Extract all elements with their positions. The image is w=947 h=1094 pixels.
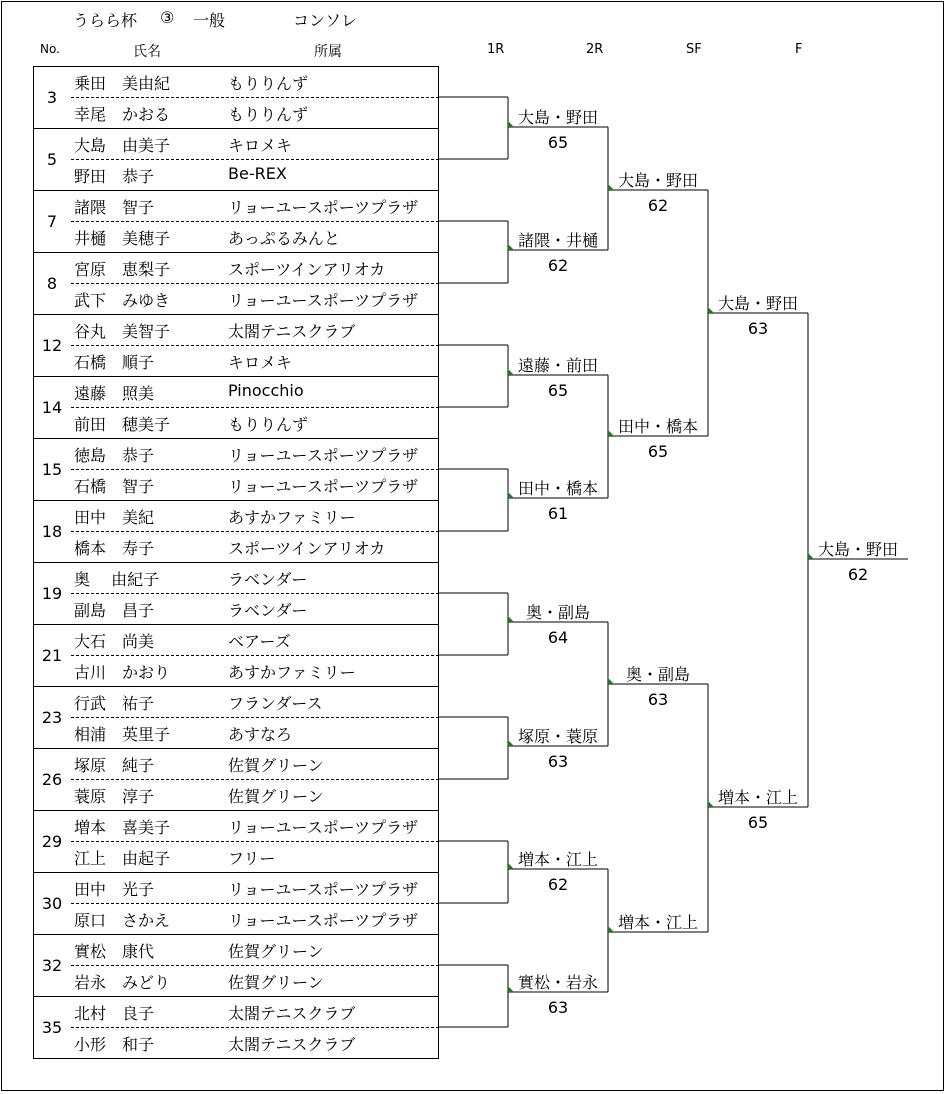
entry-number: 8 bbox=[46, 274, 58, 293]
player-name: 奥 由紀子 bbox=[74, 570, 160, 589]
player-club: あすなろ bbox=[228, 725, 293, 744]
player-club: キロメキ bbox=[228, 136, 293, 155]
winner-score: 63 bbox=[547, 752, 569, 771]
player-club: 佐賀グリーン bbox=[228, 756, 324, 775]
bracket-type-label: コンソレ bbox=[293, 11, 358, 30]
player-name: 實松 康代 bbox=[74, 942, 155, 961]
player-club: リョーユースポーツプラザ bbox=[228, 911, 419, 930]
winner-name: 奥・副島 bbox=[625, 665, 690, 684]
player-club: 佐賀グリーン bbox=[228, 942, 324, 961]
player-name: 古川 かおり bbox=[74, 663, 171, 682]
player-name: 武下 みゆき bbox=[74, 291, 171, 310]
player-club: ベアーズ bbox=[228, 632, 291, 651]
player-club: フランダース bbox=[228, 694, 323, 713]
player-club: リョーユースポーツプラザ bbox=[228, 291, 419, 310]
entry-number: 35 bbox=[41, 1018, 63, 1037]
winner-score: 62 bbox=[847, 565, 869, 584]
player-name: 副島 昌子 bbox=[74, 601, 155, 620]
player-club: リョーユースポーツプラザ bbox=[228, 880, 419, 899]
winner-name: 大島・野田 bbox=[817, 540, 898, 559]
player-club: 太閤テニスクラブ bbox=[228, 322, 356, 341]
winner-name: 田中・橋本 bbox=[517, 479, 598, 498]
player-name: 乗田 美由紀 bbox=[74, 74, 171, 93]
winner-score: 65 bbox=[547, 381, 569, 400]
winner-score: 63 bbox=[747, 319, 769, 338]
player-name: 田中 美紀 bbox=[74, 508, 155, 527]
player-name: 前田 穂美子 bbox=[74, 415, 171, 434]
winner-score: 65 bbox=[547, 133, 569, 152]
entry-number: 29 bbox=[41, 832, 63, 851]
player-club: 太閤テニスクラブ bbox=[228, 1004, 356, 1023]
col-header-1r: 1R bbox=[487, 42, 505, 57]
winner-name: 大島・野田 bbox=[717, 294, 798, 313]
col-header-club: 所属 bbox=[314, 44, 342, 60]
player-name: 宮原 恵梨子 bbox=[74, 260, 171, 279]
entry-number: 15 bbox=[41, 460, 63, 479]
col-header-f: F bbox=[795, 42, 803, 57]
winner-score: 64 bbox=[547, 628, 569, 647]
player-name: 田中 光子 bbox=[74, 880, 155, 899]
entry-number: 3 bbox=[46, 88, 58, 107]
winner-score: 61 bbox=[547, 504, 569, 523]
winner-score: 63 bbox=[547, 998, 569, 1017]
player-club: スポーツインアリオカ bbox=[228, 539, 386, 558]
entry-number: 5 bbox=[46, 150, 58, 169]
player-name: 岩永 みどり bbox=[74, 973, 171, 992]
player-club: もりりんず bbox=[228, 415, 309, 434]
player-name: 原口 さかえ bbox=[74, 911, 171, 930]
winner-name: 塚原・蓑原 bbox=[517, 727, 598, 746]
player-club: フリー bbox=[228, 849, 276, 868]
player-name: 徳島 恭子 bbox=[74, 446, 155, 465]
player-club: リョーユースポーツプラザ bbox=[228, 198, 419, 217]
col-header-name: 氏名 bbox=[133, 44, 161, 60]
circle-number: ③ bbox=[160, 8, 175, 27]
player-name: 大島 由美子 bbox=[74, 136, 171, 155]
winner-name: 大島・野田 bbox=[517, 108, 598, 127]
player-club: 佐賀グリーン bbox=[228, 973, 324, 992]
col-header-2r: 2R bbox=[586, 42, 604, 57]
col-header-no: No. bbox=[40, 42, 60, 56]
player-name: 蓑原 淳子 bbox=[74, 787, 155, 806]
winner-score: 62 bbox=[647, 196, 669, 215]
winner-score: 65 bbox=[747, 813, 769, 832]
entry-number: 18 bbox=[41, 522, 63, 541]
col-header-sf: SF bbox=[686, 42, 702, 57]
entry-number: 32 bbox=[41, 956, 63, 975]
entry-number: 14 bbox=[41, 398, 63, 417]
player-club: 太閤テニスクラブ bbox=[228, 1035, 356, 1054]
player-club: あすかファミリー bbox=[228, 508, 356, 527]
player-club: ラベンダー bbox=[228, 601, 308, 620]
winner-score: 62 bbox=[547, 875, 569, 894]
winner-name: 増本・江上 bbox=[617, 913, 698, 932]
player-name: 井樋 美穂子 bbox=[74, 229, 171, 248]
player-name: 大石 尚美 bbox=[74, 632, 155, 651]
player-club: あすかファミリー bbox=[228, 663, 356, 682]
tournament-title: うらら杯 bbox=[73, 11, 138, 30]
winner-name: 諸隈・井樋 bbox=[517, 231, 598, 250]
player-club: リョーユースポーツプラザ bbox=[228, 446, 419, 465]
player-name: 小形 和子 bbox=[74, 1035, 155, 1054]
winner-score: 63 bbox=[647, 690, 669, 709]
player-club: ラベンダー bbox=[228, 570, 308, 589]
winner-name: 奥・副島 bbox=[525, 603, 590, 622]
player-name: 諸隈 智子 bbox=[74, 198, 155, 217]
entry-number: 26 bbox=[41, 770, 63, 789]
player-name: 行武 祐子 bbox=[74, 694, 155, 713]
entry-number: 21 bbox=[41, 646, 63, 665]
player-name: 相浦 英里子 bbox=[74, 725, 171, 744]
player-name: 江上 由起子 bbox=[74, 849, 171, 868]
winner-name: 増本・江上 bbox=[717, 788, 798, 807]
player-club: リョーユースポーツプラザ bbox=[228, 818, 419, 837]
player-club: Pinocchio bbox=[228, 381, 304, 400]
winner-score: 65 bbox=[647, 442, 669, 461]
category-label: 一般 bbox=[193, 11, 226, 30]
player-name: 野田 恭子 bbox=[74, 167, 155, 186]
player-club: キロメキ bbox=[228, 353, 293, 372]
player-name: 石橋 智子 bbox=[74, 477, 155, 496]
entry-number: 23 bbox=[41, 708, 63, 727]
player-club: 佐賀グリーン bbox=[228, 787, 324, 806]
winner-name: 大島・野田 bbox=[617, 171, 698, 190]
player-name: 塚原 純子 bbox=[74, 756, 155, 775]
winner-name: 田中・橋本 bbox=[617, 417, 698, 436]
player-name: 谷丸 美智子 bbox=[74, 322, 171, 341]
player-club: リョーユースポーツプラザ bbox=[228, 477, 419, 496]
player-name: 遠藤 照美 bbox=[74, 384, 155, 403]
entry-number: 30 bbox=[41, 894, 63, 913]
entry-number: 19 bbox=[41, 584, 63, 603]
player-name: 北村 良子 bbox=[74, 1004, 155, 1023]
player-name: 増本 喜美子 bbox=[74, 818, 171, 837]
entry-number: 12 bbox=[41, 336, 63, 355]
player-name: 石橋 順子 bbox=[74, 353, 155, 372]
winner-score: 62 bbox=[547, 256, 569, 275]
player-name: 橋本 寿子 bbox=[74, 539, 155, 558]
player-club: スポーツインアリオカ bbox=[228, 260, 386, 279]
player-name: 幸尾 かおる bbox=[74, 105, 171, 124]
winner-name: 増本・江上 bbox=[517, 850, 598, 869]
player-club: Be-REX bbox=[228, 164, 287, 183]
winner-name: 遠藤・前田 bbox=[517, 356, 598, 375]
player-club: もりりんず bbox=[228, 74, 309, 93]
entry-number: 7 bbox=[46, 212, 58, 231]
player-club: あっぷるみんと bbox=[228, 229, 340, 248]
winner-name: 實松・岩永 bbox=[517, 973, 598, 992]
player-club: もりりんず bbox=[228, 105, 309, 124]
